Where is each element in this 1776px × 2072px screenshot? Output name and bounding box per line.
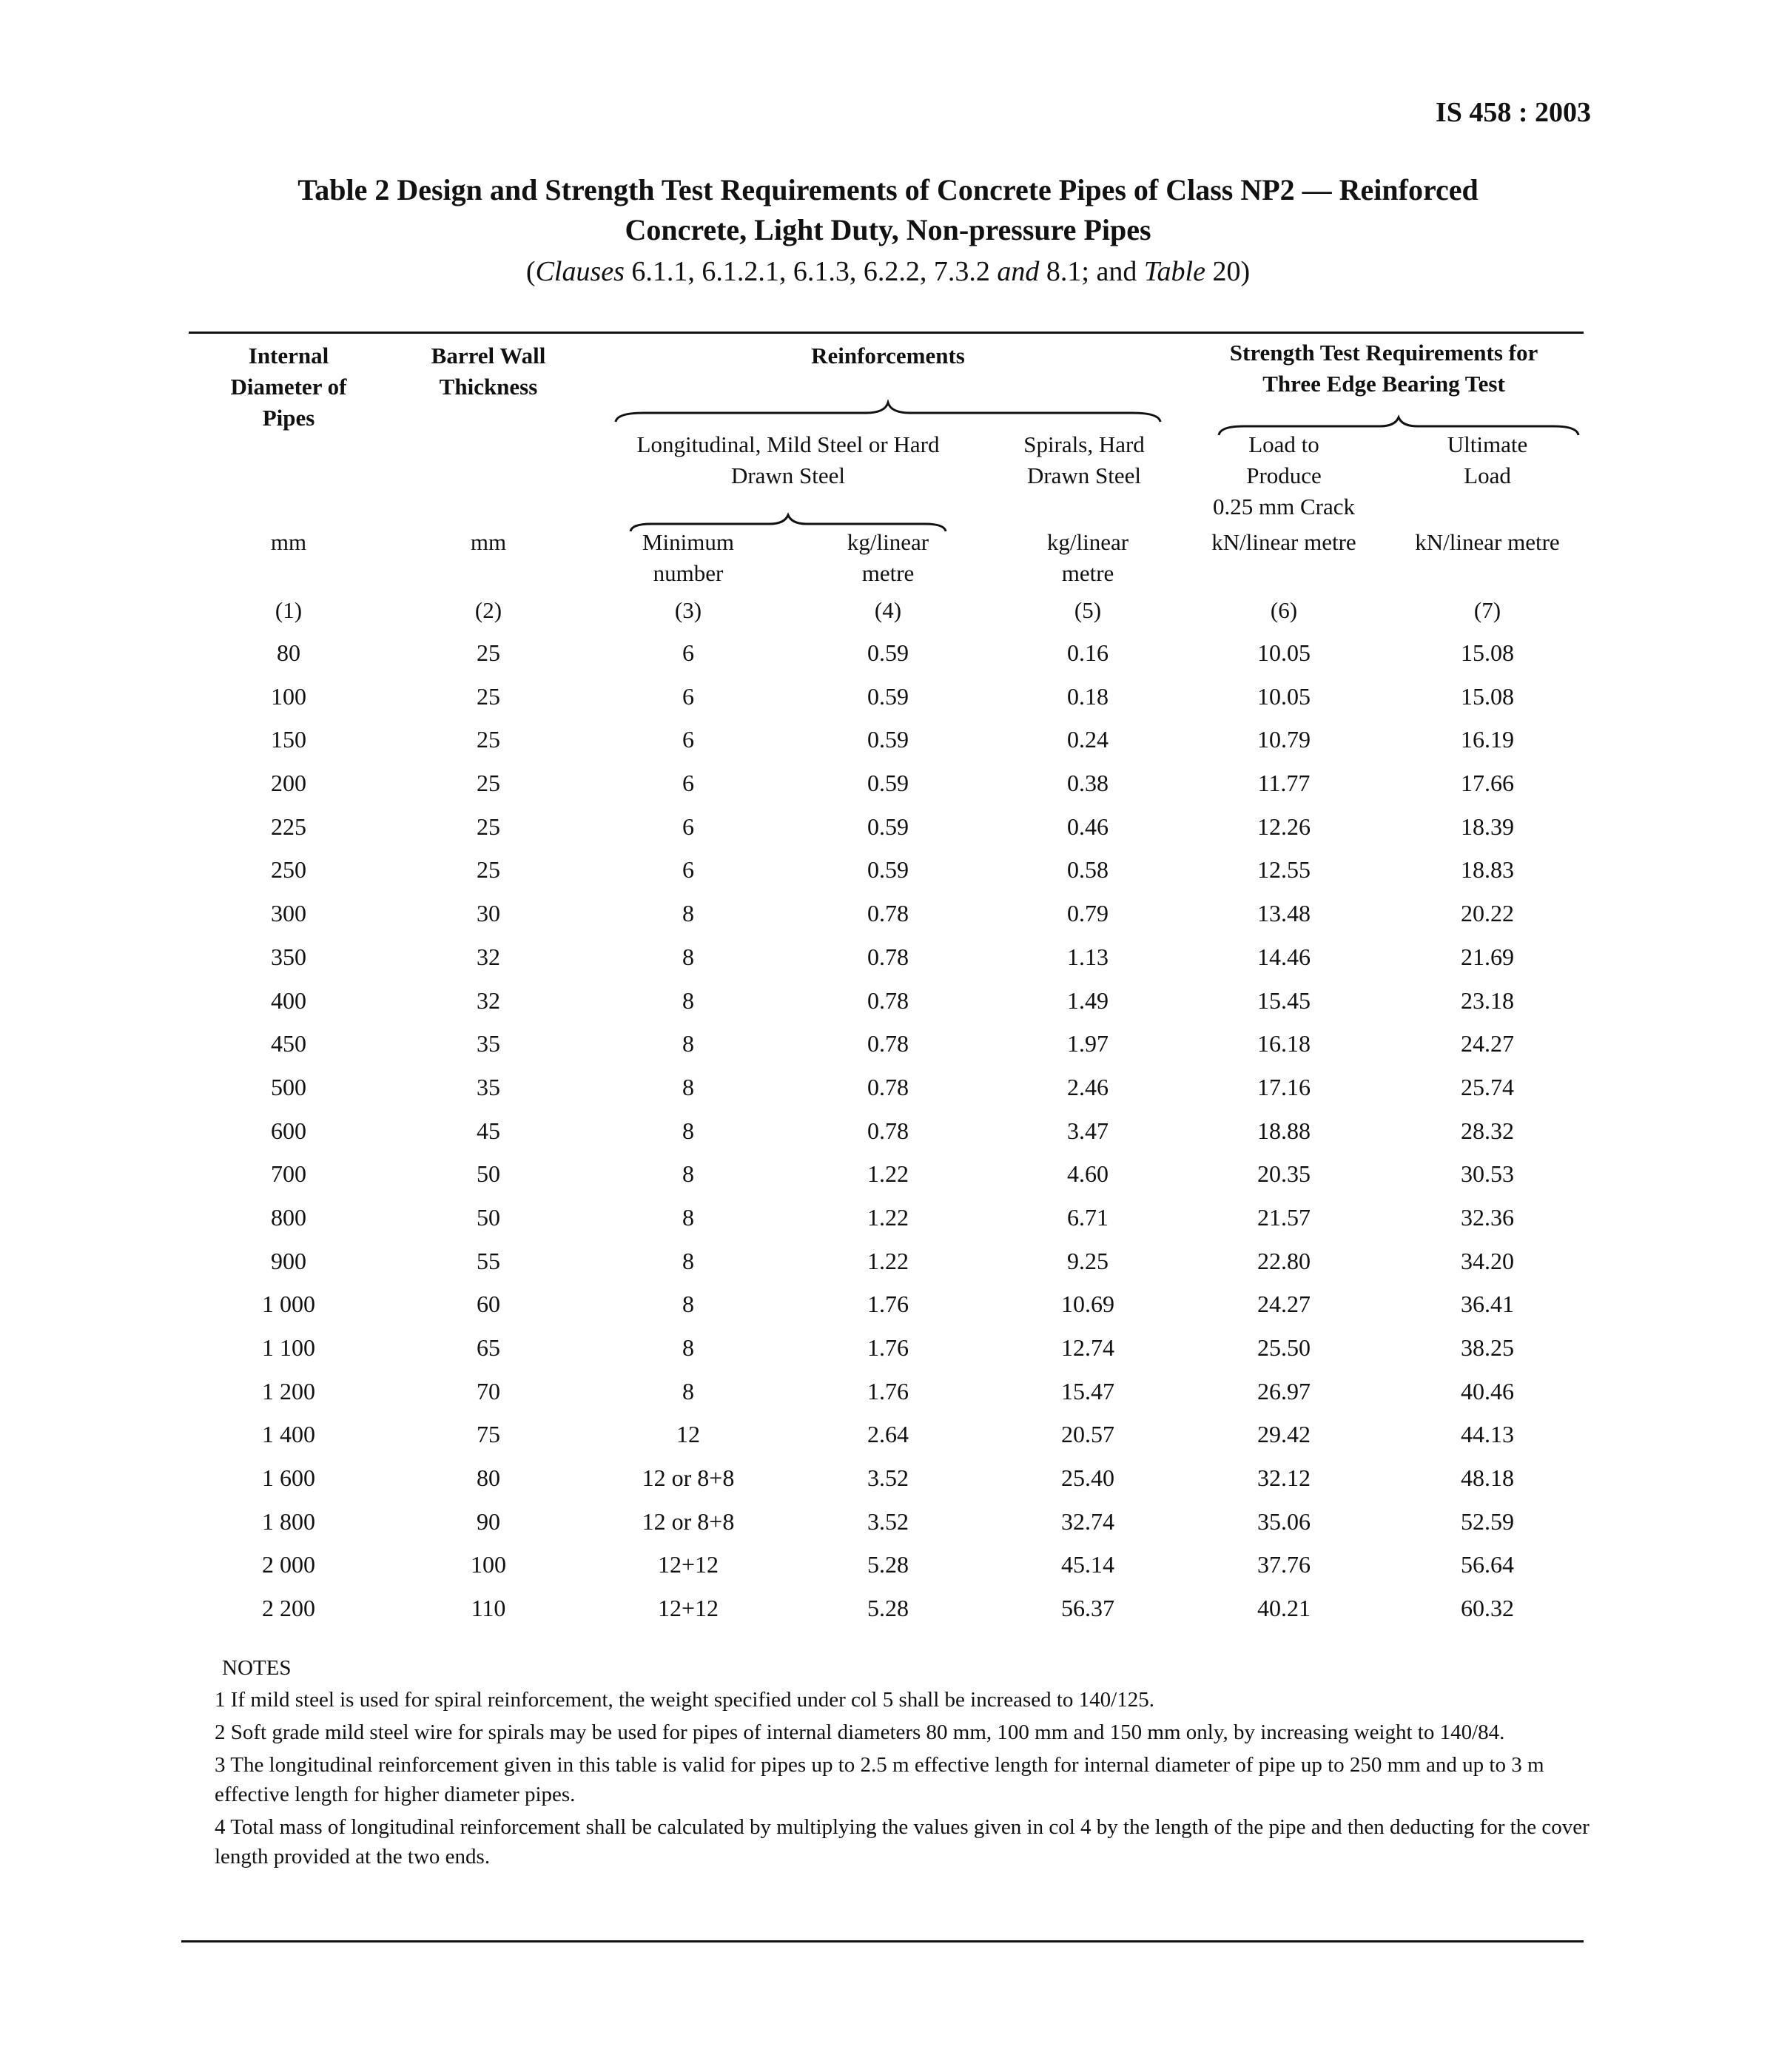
unit-col6: kN/linear metre <box>1211 529 1356 555</box>
cell-min-number: 12 or 8+8 <box>642 1507 735 1535</box>
cell-wall-thickness: 80 <box>477 1464 500 1492</box>
table-top-rule <box>189 332 1584 334</box>
table-title-line1: Table 2 Design and Strength Test Requirements of Concrete Pipes of Class NP2 — Reinforced <box>297 173 1479 206</box>
cell-ultimate-load: 30.53 <box>1461 1160 1514 1188</box>
header-load-line2: Produce <box>1246 462 1322 488</box>
cell-ultimate-load: 18.39 <box>1461 813 1514 840</box>
cell-internal-diameter: 1 800 <box>262 1507 315 1535</box>
cell-long-kg-per-metre: 0.59 <box>867 682 909 710</box>
header-longitudinal-line1: Longitudinal, Mild Steel or Hard <box>636 431 940 457</box>
cell-long-kg-per-metre: 0.59 <box>867 856 909 884</box>
unit-col4-line1: kg/linear <box>847 529 929 555</box>
cell-wall-thickness: 50 <box>477 1160 500 1188</box>
header-spirals <box>984 429 1184 491</box>
cell-min-number: 6 <box>682 813 694 840</box>
cell-crack-load: 11.77 <box>1257 770 1311 797</box>
cell-min-number: 6 <box>682 856 694 884</box>
cell-long-kg-per-metre: 3.52 <box>867 1464 909 1492</box>
cell-long-kg-per-metre: 0.59 <box>867 813 909 840</box>
cell-wall-thickness: 90 <box>477 1507 500 1535</box>
cell-wall-thickness: 25 <box>477 770 500 797</box>
cell-crack-load: 21.57 <box>1257 1203 1311 1231</box>
cell-min-number: 12 <box>676 1421 700 1448</box>
cell-crack-load: 14.46 <box>1257 943 1311 970</box>
cell-min-number: 12+12 <box>657 1551 719 1578</box>
notes-section <box>215 1656 1591 1874</box>
header-col1-line1: Internal <box>248 343 329 369</box>
table-row <box>0 1289 1776 1333</box>
cell-internal-diameter: 1 400 <box>262 1421 315 1448</box>
header-load-line3: 0.25 mm Crack <box>1213 494 1355 519</box>
cell-min-number: 8 <box>682 1160 694 1188</box>
cell-crack-load: 16.18 <box>1257 1030 1311 1057</box>
table-row <box>0 1550 1776 1593</box>
header-longitudinal <box>607 429 969 491</box>
cell-wall-thickness: 65 <box>477 1334 500 1361</box>
cell-internal-diameter: 300 <box>271 900 306 927</box>
cell-wall-thickness: 32 <box>477 943 500 970</box>
cell-internal-diameter: 350 <box>271 943 306 970</box>
cell-spiral-kg-per-metre: 45.14 <box>1061 1551 1114 1578</box>
cell-ultimate-load: 15.08 <box>1461 682 1514 710</box>
table-row <box>0 1376 1776 1420</box>
cell-spiral-kg-per-metre: 10.69 <box>1061 1291 1114 1318</box>
cell-ultimate-load: 24.27 <box>1461 1030 1514 1057</box>
cell-internal-diameter: 2 200 <box>262 1595 315 1622</box>
cell-crack-load: 17.16 <box>1257 1073 1311 1100</box>
cell-ultimate-load: 48.18 <box>1461 1464 1514 1492</box>
header-ultimate-line2: Load <box>1464 462 1511 488</box>
unit-col4-line2: metre <box>861 560 915 586</box>
cell-wall-thickness: 25 <box>477 639 500 666</box>
cell-internal-diameter: 200 <box>271 770 306 797</box>
cell-min-number: 6 <box>682 682 694 710</box>
header-load-to-produce-crack <box>1184 429 1384 522</box>
cell-crack-load: 10.79 <box>1257 726 1311 753</box>
cell-crack-load: 37.76 <box>1257 1551 1311 1578</box>
cell-long-kg-per-metre: 0.59 <box>867 639 909 666</box>
cell-internal-diameter: 150 <box>271 726 306 753</box>
table-row <box>0 1116 1776 1160</box>
header-strength-line1: Strength Test Requirements for <box>1229 340 1538 366</box>
cell-internal-diameter: 700 <box>271 1160 306 1188</box>
cell-min-number: 8 <box>682 1073 694 1100</box>
notes-heading: NOTES <box>222 1656 292 1680</box>
cell-internal-diameter: 80 <box>277 639 300 666</box>
cell-wall-thickness: 50 <box>477 1203 500 1231</box>
cell-spiral-kg-per-metre: 0.18 <box>1067 682 1109 710</box>
cell-ultimate-load: 21.69 <box>1461 943 1514 970</box>
cell-wall-thickness: 25 <box>477 813 500 840</box>
cell-spiral-kg-per-metre: 56.37 <box>1061 1595 1114 1622</box>
unit-col5-line2: metre <box>1061 560 1114 586</box>
table-bottom-rule <box>181 1940 1584 1942</box>
table-row <box>0 986 1776 1029</box>
cell-internal-diameter: 2 000 <box>262 1551 315 1578</box>
cell-long-kg-per-metre: 0.78 <box>867 986 909 1014</box>
cell-wall-thickness: 25 <box>477 856 500 884</box>
cell-long-kg-per-metre: 1.22 <box>867 1247 909 1274</box>
cell-ultimate-load: 32.36 <box>1461 1203 1514 1231</box>
cell-crack-load: 12.55 <box>1257 856 1311 884</box>
cell-ultimate-load: 23.18 <box>1461 986 1514 1014</box>
header-spirals-line1: Spirals, Hard <box>1023 431 1145 457</box>
cell-long-kg-per-metre: 1.76 <box>867 1334 909 1361</box>
cell-spiral-kg-per-metre: 0.24 <box>1067 726 1109 753</box>
cell-spiral-kg-per-metre: 12.74 <box>1061 1334 1114 1361</box>
table-title <box>185 170 1591 250</box>
cell-crack-load: 24.27 <box>1257 1291 1311 1318</box>
clauses-table-word: Table <box>1143 256 1205 287</box>
cell-min-number: 8 <box>682 1334 694 1361</box>
cell-wall-thickness: 35 <box>477 1030 500 1057</box>
cell-spiral-kg-per-metre: 0.58 <box>1067 856 1109 884</box>
cell-internal-diameter: 900 <box>271 1247 306 1274</box>
cell-spiral-kg-per-metre: 0.38 <box>1067 770 1109 797</box>
cell-ultimate-load: 40.46 <box>1461 1377 1514 1405</box>
header-strength-test <box>1199 337 1569 400</box>
cell-long-kg-per-metre: 3.52 <box>867 1507 909 1535</box>
cell-crack-load: 15.45 <box>1257 986 1311 1014</box>
table-row <box>0 812 1776 855</box>
cell-wall-thickness: 25 <box>477 726 500 753</box>
cell-ultimate-load: 20.22 <box>1461 900 1514 927</box>
cell-long-kg-per-metre: 0.78 <box>867 1073 909 1100</box>
header-reinforcements: Reinforcements <box>811 343 965 369</box>
cell-ultimate-load: 60.32 <box>1461 1595 1514 1622</box>
clauses-ref-last: 8.1; and <box>1039 256 1144 287</box>
cell-ultimate-load: 52.59 <box>1461 1507 1514 1535</box>
header-col2-line2: Thickness <box>439 374 538 400</box>
cell-internal-diameter: 1 000 <box>262 1291 315 1318</box>
cell-wall-thickness: 32 <box>477 986 500 1014</box>
unit-col3-line1: Minimum <box>642 529 734 555</box>
cell-crack-load: 25.50 <box>1257 1334 1311 1361</box>
cell-spiral-kg-per-metre: 1.97 <box>1067 1030 1109 1057</box>
cell-min-number: 8 <box>682 1247 694 1274</box>
cell-crack-load: 13.48 <box>1257 900 1311 927</box>
cell-crack-load: 26.97 <box>1257 1377 1311 1405</box>
column-number-3: (3) <box>674 597 702 623</box>
cell-internal-diameter: 400 <box>271 986 306 1014</box>
cell-ultimate-load: 36.41 <box>1461 1291 1514 1318</box>
note-2: 2 Soft grade mild steel wire for spirals may be used for pipes of internal diameters 80 mm, 100 mm and 150 mm only, by increasing weight to 140/84. <box>215 1720 1505 1744</box>
header-col1-line3: Pipes <box>262 405 315 431</box>
cell-wall-thickness: 70 <box>477 1377 500 1405</box>
cell-spiral-kg-per-metre: 20.57 <box>1061 1421 1114 1448</box>
cell-spiral-kg-per-metre: 9.25 <box>1067 1247 1109 1274</box>
column-number-6: (6) <box>1270 597 1298 623</box>
cell-min-number: 6 <box>682 639 694 666</box>
cell-internal-diameter: 1 200 <box>262 1377 315 1405</box>
cell-min-number: 8 <box>682 1377 694 1405</box>
header-ultimate-line1: Ultimate <box>1447 431 1528 457</box>
table-row <box>0 942 1776 986</box>
cell-crack-load: 35.06 <box>1257 1507 1311 1535</box>
column-number-5: (5) <box>1074 597 1102 623</box>
cell-crack-load: 10.05 <box>1257 639 1311 666</box>
table-title-line2: Concrete, Light Duty, Non-pressure Pipes <box>625 213 1151 246</box>
cell-ultimate-load: 38.25 <box>1461 1334 1514 1361</box>
cell-internal-diameter: 250 <box>271 856 306 884</box>
cell-min-number: 8 <box>682 943 694 970</box>
table-row <box>0 1593 1776 1637</box>
clauses-reference <box>185 255 1591 288</box>
cell-min-number: 8 <box>682 986 694 1014</box>
cell-long-kg-per-metre: 1.22 <box>867 1203 909 1231</box>
table-row <box>0 768 1776 812</box>
cell-ultimate-load: 56.64 <box>1461 1551 1514 1578</box>
unit-col1: mm <box>270 529 307 555</box>
cell-long-kg-per-metre: 0.59 <box>867 726 909 753</box>
cell-spiral-kg-per-metre: 0.46 <box>1067 813 1109 840</box>
cell-ultimate-load: 34.20 <box>1461 1247 1514 1274</box>
cell-crack-load: 40.21 <box>1257 1595 1311 1622</box>
column-number-4: (4) <box>874 597 902 623</box>
table-row <box>0 1246 1776 1290</box>
cell-ultimate-load: 18.83 <box>1461 856 1514 884</box>
cell-spiral-kg-per-metre: 15.47 <box>1061 1377 1114 1405</box>
cell-ultimate-load: 16.19 <box>1461 726 1514 753</box>
note-4: 4 Total mass of longitudinal reinforcement shall be calculated by multiplying the values given in col 4 by the length of the pipe and then deducting for the cover length provided at the two ends. <box>215 1815 1590 1868</box>
cell-crack-load: 20.35 <box>1257 1160 1311 1188</box>
cell-wall-thickness: 60 <box>477 1291 500 1318</box>
cell-long-kg-per-metre: 0.59 <box>867 770 909 797</box>
cell-long-kg-per-metre: 2.64 <box>867 1421 909 1448</box>
clauses-refs: 6.1.1, 6.1.2.1, 6.1.3, 6.2.2, 7.3.2 <box>624 256 998 287</box>
brace-reinforcements <box>614 400 1162 425</box>
unit-col5-line1: kg/linear <box>1046 529 1129 555</box>
cell-wall-thickness: 30 <box>477 900 500 927</box>
cell-min-number: 8 <box>682 1203 694 1231</box>
table-row <box>0 1029 1776 1072</box>
note-1: 1 If mild steel is used for spiral reinforcement, the weight specified under col 5 shall be increased to 140/125. <box>215 1688 1154 1712</box>
cell-spiral-kg-per-metre: 0.16 <box>1067 639 1109 666</box>
cell-internal-diameter: 225 <box>271 813 306 840</box>
clauses-word: Clauses <box>535 256 625 287</box>
cell-internal-diameter: 100 <box>271 682 306 710</box>
cell-long-kg-per-metre: 1.76 <box>867 1377 909 1405</box>
header-col2-line1: Barrel Wall <box>431 343 546 369</box>
column-number-7: (7) <box>1473 597 1501 623</box>
cell-min-number: 8 <box>682 1030 694 1057</box>
cell-wall-thickness: 100 <box>471 1551 506 1578</box>
cell-ultimate-load: 17.66 <box>1461 770 1514 797</box>
table-row <box>0 638 1776 682</box>
column-number-1: (1) <box>275 597 303 623</box>
cell-internal-diameter: 450 <box>271 1030 306 1057</box>
cell-min-number: 6 <box>682 726 694 753</box>
cell-long-kg-per-metre: 1.76 <box>867 1291 909 1318</box>
table-row <box>0 1507 1776 1550</box>
cell-min-number: 12+12 <box>657 1595 719 1622</box>
cell-spiral-kg-per-metre: 1.13 <box>1067 943 1109 970</box>
header-ultimate-load <box>1384 429 1591 491</box>
cell-spiral-kg-per-metre: 3.47 <box>1067 1117 1109 1144</box>
cell-spiral-kg-per-metre: 6.71 <box>1067 1203 1109 1231</box>
table-row <box>0 1072 1776 1116</box>
unit-col4 <box>803 527 973 589</box>
table-row <box>0 1202 1776 1246</box>
cell-wall-thickness: 110 <box>471 1595 506 1622</box>
cell-min-number: 6 <box>682 770 694 797</box>
cell-min-number: 8 <box>682 900 694 927</box>
cell-spiral-kg-per-metre: 25.40 <box>1061 1464 1114 1492</box>
header-longitudinal-line2: Drawn Steel <box>730 462 846 488</box>
note-3: 3 The longitudinal reinforcement given in this table is valid for pipes up to 2.5 m effective length for internal diameter of pipe up to 250 mm and up to 3 m effective length for higher diameter pipes. <box>215 1753 1544 1806</box>
cell-min-number: 12 or 8+8 <box>642 1464 735 1492</box>
cell-internal-diameter: 1 100 <box>262 1334 315 1361</box>
cell-wall-thickness: 25 <box>477 682 500 710</box>
header-load-line1: Load to <box>1248 431 1319 457</box>
cell-wall-thickness: 55 <box>477 1247 500 1274</box>
clauses-and: and <box>997 256 1040 287</box>
cell-crack-load: 29.42 <box>1257 1421 1311 1448</box>
header-barrel-wall <box>407 340 570 403</box>
cell-min-number: 8 <box>682 1291 694 1318</box>
clauses-table-num: 20) <box>1205 256 1251 287</box>
unit-col3 <box>607 527 770 589</box>
header-internal-diameter <box>215 340 363 434</box>
cell-internal-diameter: 600 <box>271 1117 306 1144</box>
cell-ultimate-load: 28.32 <box>1461 1117 1514 1144</box>
standard-number: IS 458 : 2003 <box>1435 97 1591 128</box>
cell-wall-thickness: 45 <box>477 1117 500 1144</box>
table-row <box>0 1333 1776 1376</box>
cell-spiral-kg-per-metre: 4.60 <box>1067 1160 1109 1188</box>
cell-spiral-kg-per-metre: 1.49 <box>1067 986 1109 1014</box>
cell-long-kg-per-metre: 1.22 <box>867 1160 909 1188</box>
table-row <box>0 1463 1776 1507</box>
cell-ultimate-load: 44.13 <box>1461 1421 1514 1448</box>
clauses-open: ( <box>525 256 536 287</box>
cell-crack-load: 12.26 <box>1257 813 1311 840</box>
cell-long-kg-per-metre: 0.78 <box>867 900 909 927</box>
table-row <box>0 682 1776 725</box>
cell-long-kg-per-metre: 0.78 <box>867 943 909 970</box>
table-row <box>0 1419 1776 1463</box>
column-number-2: (2) <box>474 597 502 623</box>
header-strength-line2: Three Edge Bearing Test <box>1262 371 1505 397</box>
unit-col2: mm <box>470 529 507 555</box>
table-row <box>0 855 1776 898</box>
cell-wall-thickness: 35 <box>477 1073 500 1100</box>
cell-internal-diameter: 500 <box>271 1073 306 1100</box>
table-row <box>0 1159 1776 1202</box>
table-row <box>0 724 1776 768</box>
unit-col5 <box>992 527 1184 589</box>
table-body <box>0 638 1776 1637</box>
cell-ultimate-load: 25.74 <box>1461 1073 1514 1100</box>
cell-crack-load: 10.05 <box>1257 682 1311 710</box>
cell-crack-load: 32.12 <box>1257 1464 1311 1492</box>
cell-wall-thickness: 75 <box>477 1421 500 1448</box>
cell-crack-load: 22.80 <box>1257 1247 1311 1274</box>
cell-ultimate-load: 15.08 <box>1461 639 1514 666</box>
cell-spiral-kg-per-metre: 0.79 <box>1067 900 1109 927</box>
cell-spiral-kg-per-metre: 2.46 <box>1067 1073 1109 1100</box>
cell-long-kg-per-metre: 5.28 <box>867 1551 909 1578</box>
cell-long-kg-per-metre: 0.78 <box>867 1117 909 1144</box>
unit-col7: kN/linear metre <box>1415 529 1560 555</box>
cell-spiral-kg-per-metre: 32.74 <box>1061 1507 1114 1535</box>
table-row <box>0 898 1776 942</box>
cell-internal-diameter: 800 <box>271 1203 306 1231</box>
header-col1-line2: Diameter of <box>230 374 347 400</box>
cell-min-number: 8 <box>682 1117 694 1144</box>
cell-long-kg-per-metre: 5.28 <box>867 1595 909 1622</box>
unit-col3-line2: number <box>653 560 724 586</box>
cell-crack-load: 18.88 <box>1257 1117 1311 1144</box>
cell-internal-diameter: 1 600 <box>262 1464 315 1492</box>
cell-long-kg-per-metre: 0.78 <box>867 1030 909 1057</box>
header-spirals-line2: Drawn Steel <box>1026 462 1142 488</box>
